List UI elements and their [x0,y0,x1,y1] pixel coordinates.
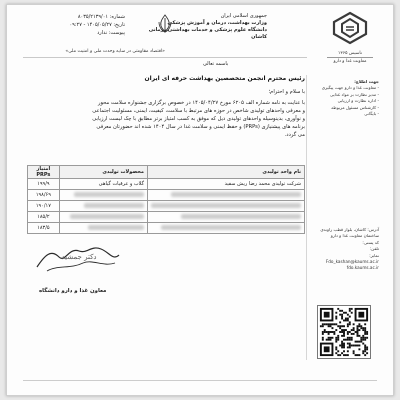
body-line: می گردد. [284,132,305,138]
cell-product: گلاب و عرقیات گیاهی [59,179,147,190]
table-header-row [28,166,305,179]
distribution-item: - بایگانی [364,111,379,117]
cell-score: ۱۸۵/۲ [28,212,60,223]
signature-name: دکتر جمشید [61,253,97,261]
side-divider [306,75,307,360]
university-logo-icon [330,11,370,45]
table-row [28,212,305,223]
cell-score: ۱۸۳/۵ [28,223,60,234]
salutation: باسمه تعالی [203,61,229,67]
org-line-university: دانشگاه علوم پزشکی و خدمات بهداشتی درمانی کاشان [148,27,267,40]
qr-code-icon [317,305,371,359]
contact-email[interactable]: Fdo_kashan@kaums.ac.ir [325,259,379,265]
cell-score: ۱۹۹/۹ [28,179,60,190]
distribution-item: - کارشناس مسئول مربوطه [331,104,379,110]
signature-stamp-icon [31,237,123,279]
header-product: محصولات تولیدی [59,166,147,179]
letter-body [27,99,305,139]
body-line: با عنایت به نامه شماره الف ۶۲۰۵ مورخ ۱۴۰۵/۰۴/۲۷ در خصوص برگزاری جشنواره سلامت محور [97,100,305,106]
footer-divider [23,380,377,381]
university-logo [321,11,379,64]
slogan: «اقتصاد مقاومتی در سایه وحدت ملی و امنیت ملی» [65,49,165,54]
body-line: برنامه های پیشنیازی (PRPs) و حفظ ایمنی و سلامت غذا در سال ۱۴۰۴ شده اند حضورتان معرفی [96,124,305,130]
meta-number: شماره: ۸۰۳۵/۲۱۳۹/۰۱ [77,14,125,20]
cell-product-redacted [59,212,147,223]
letter-meta [25,13,125,37]
distribution-item: - معاونت غذا و دارو جهت پیگیری [321,85,379,91]
header-divider [23,57,307,58]
table-row [28,179,305,190]
meta-date: تاریخ: ۱۴۰۵/۰۵/۲۷ - ۰۹:۲۷ [69,22,125,28]
logo-subcaption: معاونت غذا و دارو [327,57,373,64]
distribution-item: - مدیر نظارت بر مواد غذایی [329,91,379,97]
letter-page [6,4,394,396]
contact-address: آدرس: کاشان، بلوار قطب راوندی [320,227,379,232]
cell-unit: شرکت تولیدی محمد رضا ریش سفید [148,179,305,190]
org-line-ministry: وزارت بهداشت، درمان و آموزش پزشکی [167,20,267,26]
recipient: رئیس محترم انجمن متخصصین بهداشت حرفه ای ایران [144,75,305,82]
contact-address: ساختمان معاونت غذا و دارو [330,233,379,239]
contact-website[interactable]: fdo.kaums.ac.ir [346,265,379,271]
table-row [28,201,305,212]
body-line: و معرفی واحدهای تولیدی شاخص در حوزه های مرتبط با سلامت، کیفیت، ایمنی، مسئولیت اجتماعی [92,108,305,114]
contact-postal: کد پستی: [362,239,379,245]
distribution-heading: جهت اطلاع: [354,79,379,84]
cell-unit-redacted [148,190,305,201]
products-table [27,165,305,234]
header-unit: نام واحد تولیدی [148,166,305,179]
org-line-country: جمهوری اسلامی ایران [220,13,267,19]
table-row [28,223,305,234]
greeting: با سلام و احترام؛ [268,89,305,95]
distribution-item: - اداره نظارت و ارزیابی [337,98,379,104]
distribution-list [309,79,379,117]
logo-caption: تاسیس ۱۳۶۵ [338,51,362,56]
cell-product-redacted [59,190,147,201]
cell-unit-redacted [148,223,305,234]
cell-unit-redacted [148,201,305,212]
meta-attachment: پیوست: ندارد [97,30,125,36]
cell-score: ۱۹۸/۶۹ [28,190,60,201]
cell-product-redacted [59,223,147,234]
body-line: و نوآوری، بدینوسیله واحدهای تولیدی ذیل که موفق به کسب امتیاز برتر مطابق با چک لیست ارزیابی [92,116,305,122]
cell-score: ۱۹۰/۱۷ [28,201,60,212]
contact-phone: تلفن: [369,246,379,252]
cell-unit-redacted [148,212,305,223]
contact-fax: نمابر: [369,252,379,258]
table-row [28,190,305,201]
header-score: امتیاز PRPs [28,166,60,179]
contact-info [309,227,379,272]
cell-product-redacted [59,201,147,212]
org-title [135,13,267,41]
signature-title: معاون غذا و دارو دانشگاه [39,288,107,294]
